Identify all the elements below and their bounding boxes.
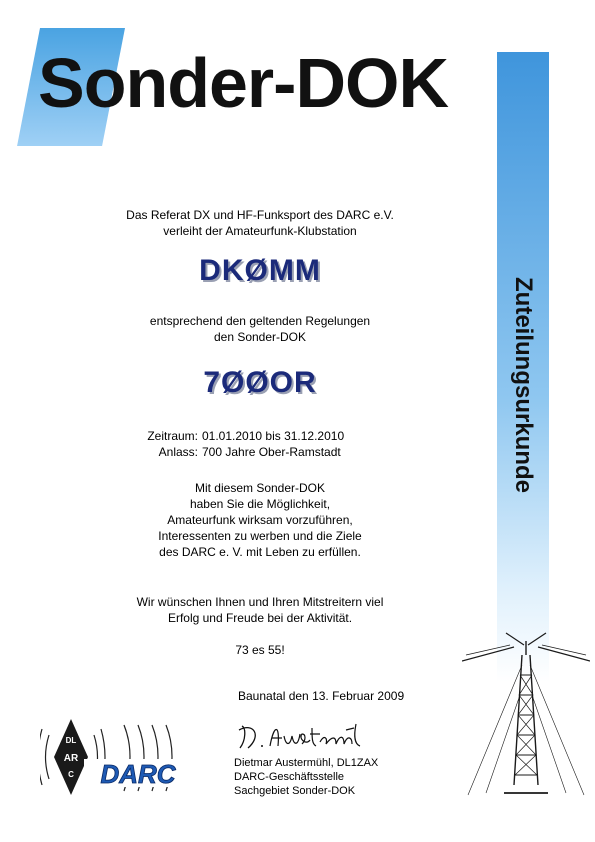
date-line: Baunatal den 13. Februar 2009 — [238, 689, 405, 703]
message-text — [60, 480, 460, 560]
occasion-label: Anlass: — [158, 445, 198, 459]
signature-block — [234, 756, 378, 798]
svg-text:AR: AR — [63, 753, 79, 764]
intro-line-2: verleiht der Amateurfunk-Klubstation — [163, 224, 357, 238]
svg-text:DARC: DARC — [100, 759, 176, 789]
rules-text — [60, 313, 460, 345]
dok-code: 7ØØOR — [203, 366, 317, 399]
signature-scribble — [236, 720, 376, 754]
signer-name: Dietmar Austermühl, DL1ZAX — [234, 757, 379, 769]
radio-tower-illustration — [462, 625, 590, 797]
darc-logo — [40, 715, 195, 797]
wish-line-1: Wir wünschen Ihnen und Ihren Mitstreitern viel — [136, 595, 384, 609]
signer-department: Sachgebiet Sonder-DOK — [234, 785, 356, 797]
occasion-row — [138, 444, 344, 460]
rules-line-2: den Sonder-DOK — [213, 330, 307, 344]
svg-text:C: C — [68, 770, 74, 779]
svg-text:DL: DL — [65, 736, 77, 745]
wish-text — [60, 594, 460, 626]
message-line-4: Interessenten zu werben und die Ziele — [158, 529, 362, 543]
page-title: Sonder-DOK — [38, 44, 448, 122]
message-line-2: haben Sie die Möglichkeit, — [189, 497, 331, 511]
message-line-3: Amateurfunk wirksam vorzuführen, — [167, 513, 353, 527]
signer-office: DARC-Geschäftsstelle — [234, 771, 345, 783]
side-banner-label: Zuteilungsurkunde — [510, 277, 537, 493]
period-row — [138, 428, 344, 444]
message-line-1: Mit diesem Sonder-DOK — [194, 481, 326, 495]
details-block — [138, 428, 344, 460]
period-value: 01.01.2010 bis 31.12.2010 — [202, 429, 345, 443]
message-line-5: des DARC e. V. mit Leben zu erfüllen. — [159, 545, 361, 559]
period-label: Zeitraum: — [147, 429, 198, 443]
callsign: DKØMM — [199, 254, 321, 287]
occasion-value: 700 Jahre Ober-Ramstadt — [202, 445, 341, 459]
rules-line-1: entsprechend den geltenden Regelungen — [149, 314, 371, 328]
greeting: 73 es 55! — [235, 643, 285, 657]
intro-line-1: Das Referat DX und HF-Funksport des DARC e.V. — [126, 208, 394, 222]
wish-line-2: Erfolg und Freude bei der Aktivität. — [167, 611, 353, 625]
intro-text — [60, 207, 460, 239]
